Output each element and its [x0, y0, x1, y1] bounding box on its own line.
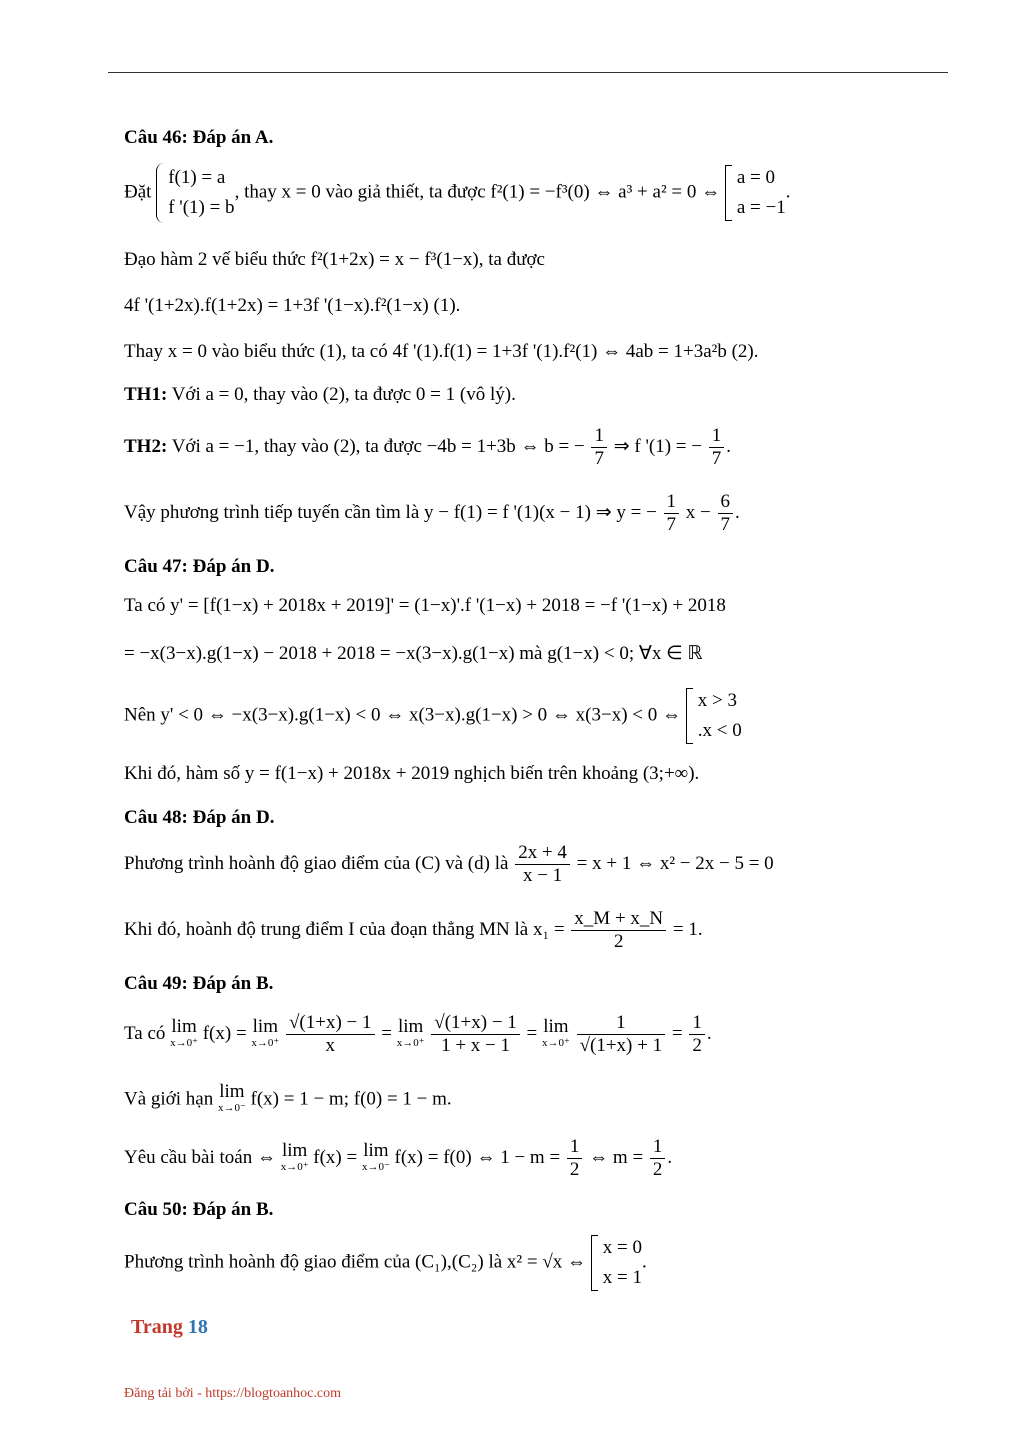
text: Vậy phương trình tiếp tuyến cần tìm là y − f(1) = f '(1)(x − 1) ⇒ y = −	[124, 501, 657, 523]
label: TH1:	[124, 384, 168, 405]
text: Với a = −1, thay vào (2), ta được −4b = 1+3b ⇔ b = −	[167, 435, 585, 457]
lim-sub: x→0⁺	[251, 1036, 280, 1049]
text: f(x) = f(0) ⇔ 1 − m =	[394, 1146, 561, 1168]
header-rule	[108, 72, 948, 73]
fraction	[431, 1012, 520, 1057]
num: √(1+x) − 1	[286, 1012, 375, 1035]
den: x − 1	[522, 865, 563, 886]
den: √(1+x) + 1	[579, 1035, 663, 1056]
fraction	[664, 491, 680, 536]
text: Nên y' < 0 ⇔ −x(3−x).g(1−x) < 0 ⇔ x(3−x).g(1−x) > 0 ⇔ x(3−x) < 0 ⇔	[124, 704, 682, 726]
sys-row: f '(1) = b	[168, 197, 235, 218]
q47-line2: = −x(3−x).g(1−x) − 2018 + 2018 = −x(3−x).g(1−x) mà g(1−x) < 0; ∀x ∈ ℝ	[124, 643, 703, 664]
den: 7	[720, 514, 731, 535]
fraction	[567, 1136, 583, 1181]
num: 1	[591, 425, 607, 448]
fraction	[709, 425, 725, 470]
limit	[396, 1015, 425, 1051]
text: , thay x = 0 vào giả thiết, ta được f²(1) = −f³(0) ⇔ a³ + a² = 0 ⇔	[234, 181, 721, 203]
q46-heading: Câu 46: Đáp án A.	[124, 127, 274, 148]
fraction	[577, 1012, 666, 1057]
text: f(x) =	[202, 1022, 247, 1044]
den: 2	[569, 1159, 580, 1180]
den: 2	[692, 1035, 702, 1056]
page-number	[131, 1316, 208, 1339]
text: x −	[685, 501, 711, 523]
system-square	[591, 1233, 642, 1293]
num: 6	[718, 491, 734, 514]
sys-row: x = 0	[602, 1237, 642, 1258]
fraction	[515, 842, 570, 887]
sys-row: a = −1	[736, 197, 786, 218]
lim: lim	[543, 1015, 569, 1037]
text: Ta có	[124, 1022, 166, 1044]
q46-line3: 4f '(1+2x).f(1+2x) = 1+3f '(1−x).f²(1−x) (1).	[124, 295, 461, 316]
lim-sub: x→0⁺	[280, 1160, 309, 1173]
q46-line4: Thay x = 0 vào biểu thức (1), ta có 4f '(1).f(1) = 1+3f '(1).f²(1) ⇔ 4ab = 1+3a²b (2).	[124, 341, 759, 362]
q47-heading: Câu 47: Đáp án D.	[124, 556, 275, 577]
system-square	[686, 686, 742, 746]
q46-line1: Đặt f(1) = a f '(1) = b , thay x = 0 vào giả thiết, ta được f²(1) = −f³(0) ⇔ a³ + a² = 0 ⇔ a = 0 a = −1 .	[124, 163, 791, 223]
q47-line3	[124, 686, 742, 746]
num: x_M + x_N	[571, 908, 666, 931]
q49-line1: Ta có lim x→0⁺ f(x) = lim x→0⁺ $\frac{√(1+x) - 1}{x}$ = lim x→0⁺ $\frac{√(1+x) - 1}{1 + x - 1}$ = lim x→0⁺ $\frac{1}{√(1+x) + 1}$ = $\frac{1}{2}$ .	[124, 1012, 712, 1056]
text: f(x) =	[313, 1146, 358, 1168]
q47-line1: Ta có y' = [f(1−x) + 2018x + 2019]' = (1−x)'.f '(1−x) + 2018 = −f '(1−x) + 2018	[124, 595, 726, 616]
page-num: 18	[187, 1316, 208, 1338]
lim-sub: x→0⁺	[170, 1036, 198, 1049]
fraction	[689, 1012, 705, 1057]
sys-row: f(1) = a	[168, 167, 226, 188]
lim-sub: x→0⁺	[542, 1036, 570, 1049]
lim-sub: x→0⁻	[217, 1102, 246, 1114]
num: 1	[577, 1012, 666, 1035]
q50-heading: Câu 50: Đáp án B.	[124, 1199, 274, 1220]
lim: lim	[252, 1015, 278, 1037]
num: 1	[689, 1012, 705, 1035]
label: TH2:	[124, 435, 168, 457]
den: 2	[613, 931, 624, 952]
limit	[542, 1015, 570, 1051]
den: 7	[711, 448, 722, 469]
q48-heading: Câu 48: Đáp án D.	[124, 807, 275, 828]
q46-line2: Đạo hàm 2 vế biểu thức f²(1+2x) = x − f³(1−x), ta được	[124, 249, 545, 270]
footer-credit[interactable]: Đăng tải bởi - https://blogtoanhoc.com	[124, 1386, 341, 1401]
text: = 1.	[672, 918, 703, 940]
q49-line3: Yêu cầu bài toán ⇔ lim x→0⁺ f(x) = lim x→0⁻ f(x) = f(0) ⇔ 1 − m = $\frac{1}{2}$ ⇔ m = $\frac{1}{2}$ .	[124, 1136, 673, 1180]
page-label: Trang	[131, 1316, 183, 1338]
q49-line2	[124, 1081, 452, 1116]
num: 1	[664, 491, 680, 514]
den: 2	[652, 1159, 663, 1180]
lim: lim	[397, 1015, 424, 1037]
lim: lim	[171, 1015, 197, 1037]
text: Và giới hạn	[124, 1088, 214, 1110]
fraction	[718, 491, 734, 536]
den: 7	[594, 448, 604, 469]
den: x	[325, 1035, 335, 1056]
fraction	[650, 1136, 666, 1181]
q48-line2	[124, 908, 703, 953]
limit	[217, 1081, 246, 1116]
text: Khi đó, hoành độ trung điểm I của đoạn thẳng MN là x₁ =	[124, 918, 565, 940]
text: = x + 1 ⇔ x² − 2x − 5 = 0	[576, 852, 774, 874]
text: f(x) = 1 − m; f(0) = 1 − m.	[250, 1088, 452, 1110]
text: Với a = 0, thay vào (2), ta được 0 = 1 (vô lý).	[167, 384, 516, 405]
fraction	[591, 425, 607, 470]
limit	[170, 1015, 198, 1051]
sys-row: x = 1	[602, 1267, 642, 1288]
lim: lim	[363, 1139, 389, 1161]
q47-line4: Khi đó, hàm số y = f(1−x) + 2018x + 2019 nghịch biến trên khoảng (3;+∞).	[124, 763, 700, 784]
lim-sub: x→0⁺	[396, 1036, 425, 1049]
num: 1	[650, 1136, 666, 1159]
sys-row: a = 0	[736, 167, 776, 188]
q49-heading: Câu 49: Đáp án B.	[124, 973, 274, 994]
lim-sub: x→0⁻	[361, 1160, 390, 1173]
text: ⇒ f '(1) = −	[613, 435, 702, 457]
limit	[251, 1015, 280, 1051]
q50-line1: Phương trình hoành độ giao điểm của (C₁),(C₂) là x² = √x ⇔ x = 0 x = 1 .	[124, 1233, 647, 1293]
limit	[361, 1139, 390, 1175]
text: Yêu cầu bài toán ⇔	[124, 1146, 276, 1168]
lim: lim	[281, 1139, 308, 1161]
limit	[280, 1139, 309, 1175]
fraction	[286, 1012, 375, 1057]
num: 1	[709, 425, 725, 448]
lim: lim	[219, 1081, 245, 1102]
text: ⇔ m =	[589, 1146, 644, 1168]
q46-line5	[124, 383, 516, 407]
q46-line6: TH2: Với a = −1, thay vào (2), ta được −4b = 1+3b ⇔ b = − $\frac{1}{7}$ ⇒ f '(1) = − $\frac{1}{7}$ .	[124, 425, 731, 469]
num: √(1+x) − 1	[431, 1012, 520, 1035]
sys-row: x > 3	[697, 690, 737, 711]
system-square	[725, 163, 786, 223]
text: Đặt	[124, 181, 152, 203]
text: Phương trình hoành độ giao điểm của (C) và (d) là	[124, 852, 509, 874]
text: Phương trình hoành độ giao điểm của (C₁),(C₂) là x² = √x ⇔	[124, 1251, 587, 1273]
q48-line1	[124, 842, 774, 887]
num: 2x + 4	[515, 842, 570, 865]
q46-line7: Vậy phương trình tiếp tuyến cần tìm là y − f(1) = f '(1)(x − 1) ⇒ y = − $\frac{1}{7}$ x − $\frac{6}{7}$ .	[124, 491, 740, 535]
den: 1 + x − 1	[441, 1035, 510, 1056]
den: 7	[666, 514, 677, 535]
sys-row: .x < 0	[697, 720, 742, 741]
fraction	[571, 908, 666, 953]
system-curly	[156, 163, 234, 223]
num: 1	[567, 1136, 583, 1159]
